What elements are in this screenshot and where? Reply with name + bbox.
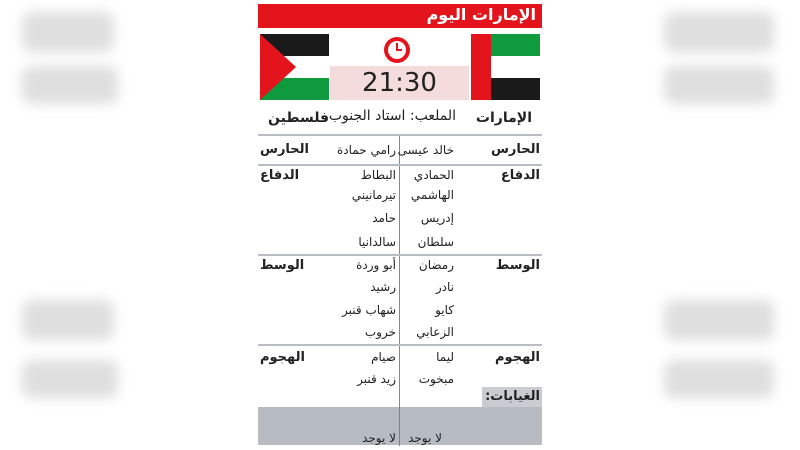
- absences-label: الغيابات:: [482, 387, 542, 407]
- divider: [258, 344, 542, 346]
- teams-row: [258, 108, 542, 130]
- uae-goalkeeper: خالد عيسى: [397, 143, 454, 157]
- header-banner: [258, 4, 542, 28]
- palestine-defender: البطاط: [360, 168, 396, 182]
- uae-defender: سلطان: [417, 235, 454, 249]
- defense-label-palestine: الدفاع: [260, 168, 300, 183]
- palestine-forward: زيد قنبر: [357, 372, 396, 386]
- clock-icon: [384, 37, 410, 63]
- blurred-background-left-2: [22, 66, 118, 104]
- absences-box: [258, 407, 542, 445]
- uae-forward: ليما: [436, 350, 454, 364]
- column-divider: [399, 256, 400, 344]
- blurred-background-left-3: [22, 300, 114, 340]
- palestine-goalkeeper: رامي حمادة: [336, 143, 396, 157]
- blurred-background-right-1: [664, 12, 774, 52]
- midfield-label-palestine: الوسط: [260, 258, 305, 273]
- goalkeeper-label-palestine: الحارس: [260, 142, 310, 157]
- blurred-background-right-2: [664, 66, 774, 104]
- uae-midfielder: نادر: [435, 280, 454, 294]
- midfield-label-uae: الوسط: [495, 258, 540, 273]
- goalkeeper-label-uae: الحارس: [490, 142, 540, 157]
- kickoff-time: 21:30: [330, 66, 469, 100]
- attack-label-palestine: الهجوم: [260, 350, 305, 365]
- uae-absences: لا يوجد: [408, 431, 442, 445]
- column-divider: [399, 407, 400, 445]
- palestine-flag-icon: [260, 34, 329, 100]
- palestine-midfielder: شهاب قنبر: [342, 303, 396, 317]
- uae-midfielder: رمضان: [418, 258, 454, 272]
- palestine-midfielder: رشيد: [370, 280, 396, 294]
- palestine-midfielder: خروب: [364, 325, 396, 339]
- palestine-midfielder: أبو وردة: [356, 258, 396, 272]
- venue-label: الملعب: استاد الجنوب: [328, 108, 456, 124]
- uae-defender: الهاشمي: [410, 188, 454, 202]
- uae-flag-icon: [471, 34, 540, 100]
- uae-defender: الحمادي: [413, 168, 454, 182]
- newspaper-logo-title: الإمارات اليوم: [426, 5, 536, 24]
- uae-midfielder: الزعابي: [416, 325, 454, 339]
- divider: [258, 254, 542, 256]
- palestine-forward: صيام: [371, 350, 396, 364]
- away-team-name: فلسطين: [268, 110, 330, 126]
- uae-midfielder: كايو: [435, 303, 454, 317]
- blurred-background-left-4: [22, 360, 118, 398]
- kickoff-time-box: [330, 34, 469, 100]
- palestine-defender: حامد: [372, 211, 396, 225]
- defense-label-uae: الدفاع: [500, 168, 540, 183]
- lineup-card: [258, 0, 542, 450]
- divider: [258, 164, 542, 166]
- palestine-defender: تيرمانيني: [351, 188, 396, 202]
- uae-forward: مبخوت: [418, 372, 454, 386]
- palestine-defender: سالدانيا: [358, 235, 396, 249]
- blurred-background-left-1: [22, 12, 114, 52]
- palestine-absences: لا يوجد: [362, 431, 396, 445]
- blurred-background-right-3: [664, 300, 774, 340]
- blurred-background-right-4: [664, 360, 774, 398]
- column-divider: [399, 166, 400, 254]
- home-team-name: الإمارات: [475, 110, 532, 126]
- divider: [258, 134, 542, 136]
- attack-label-uae: الهجوم: [495, 350, 540, 365]
- uae-defender: إدريس: [420, 211, 454, 225]
